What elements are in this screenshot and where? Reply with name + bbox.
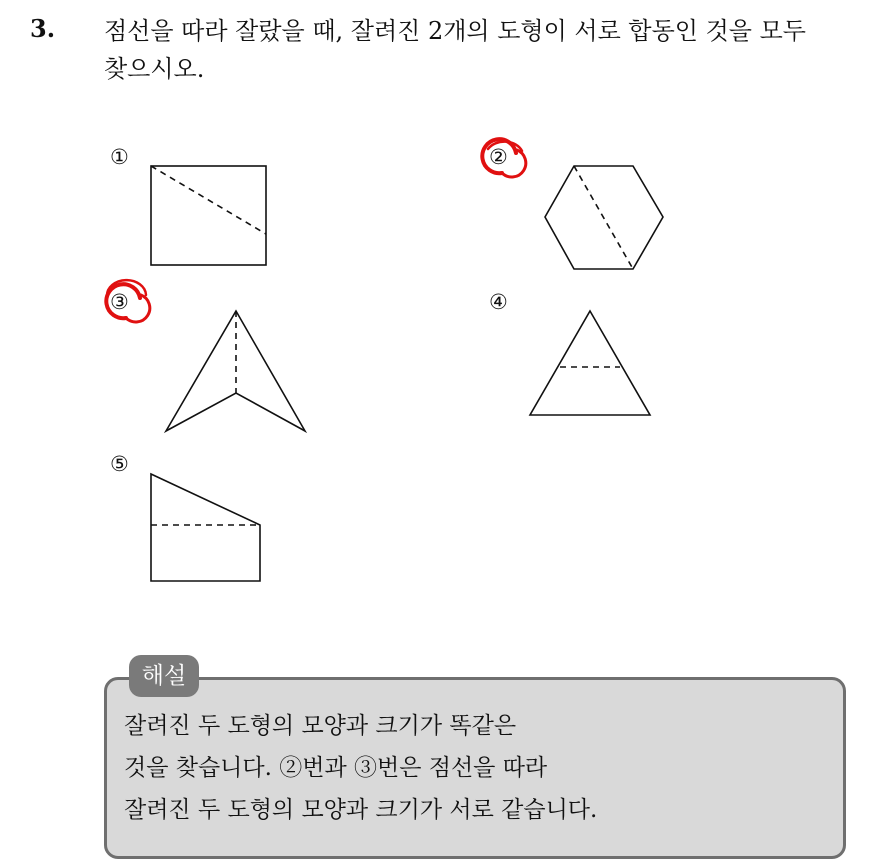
question-line-2: 찾으시오. — [104, 55, 205, 83]
explanation-line-1: 잘려진 두 도형의 모양과 크기가 똑같은 — [124, 713, 517, 739]
explanation-line-2: 것을 찾습니다. ②번과 ③번은 점선을 따라 — [124, 755, 548, 781]
question-number: 3. — [30, 14, 56, 43]
option-1-label: ① — [110, 145, 129, 169]
figure-3-concave-kite — [166, 311, 305, 431]
figure-1-square — [151, 166, 266, 265]
option-2-label: ② — [489, 145, 508, 169]
figure-2-hexagon — [545, 166, 663, 269]
question-line-1: 점선을 따라 잘랐을 때, 잘려진 2개의 도형이 서로 합동인 것을 모두 — [104, 17, 806, 45]
explanation-line-3: 잘려진 두 도형의 모양과 크기가 서로 같습니다. — [124, 797, 598, 823]
answer-circle-2 — [482, 139, 525, 177]
option-4-label: ④ — [489, 290, 508, 314]
answer-circle-3 — [106, 280, 149, 322]
option-3-label: ③ — [110, 290, 129, 314]
explanation-text — [124, 705, 824, 831]
figure-4-triangle — [530, 311, 650, 415]
figure-5-trapezoid — [151, 474, 260, 581]
option-5-label: ⑤ — [110, 452, 129, 476]
explanation-tag: 해설 — [129, 655, 199, 697]
